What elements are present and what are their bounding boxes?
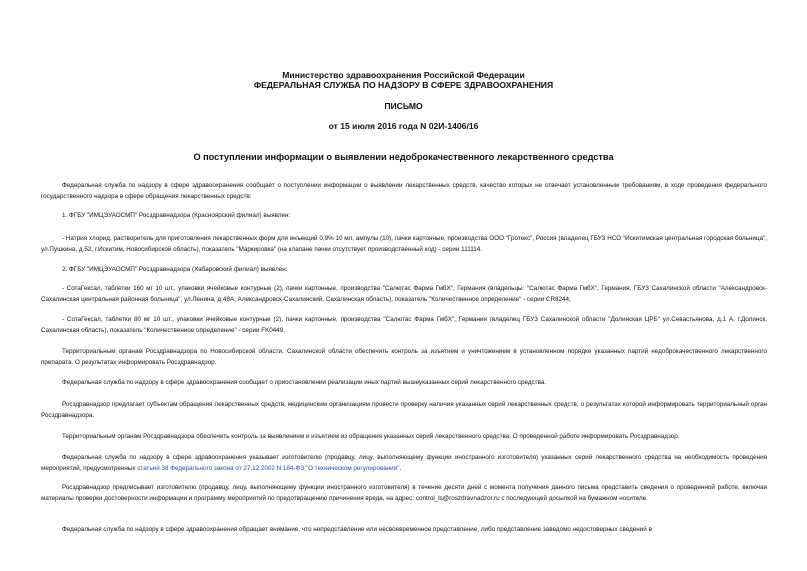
paragraph: Территориальным органам Росздравнадзора обеспечить контроль за выявлением и изъятием из обращения указанных серий лекарственного средства. О проведенной работе информировать Росздравнадзор. [62,433,680,440]
paragraph: Росздравнадзор предлагает субъектам обращения лекарственных средств, медицинским организациям провести проверку наличия указанных серий лекарственных средств, о результатах которой информировать территориальный орган Росздравнадзора. [41,401,767,419]
paragraph: - СотаГексал, таблетки 160 мг 10 шт., упаковки ячейковые контурные (2), пачки картонные, производства "Салютас Фарма ГмбХ", Германия (владельцы: "Салютас Фарма ГмбХ", Германия, ГБУЗ Сахалинской области "Александровск-Сахалинская центральная районная больница", ул.Ленина, д.48А, Александровск-Сахалинский, Сахалинская область), показатель "Количественное определение" - серии CR8244; [41,285,767,303]
paragraph: - Натрия хлорид, растворитель для приготовления лекарственных форм для инъекций 0,9% 10 мл, ампулы (10), пачки картонные, производства ООО "Гротекс", Россия (владелец ГБУЗ НСО "Искитимская центральная городская больница", ул.Пушкина, д.52, г.Искитим, Новосибирской область), показатель "Маркировка" (на клапане пачки отсутствует производственный код) - серии 111114. [41,235,767,253]
ministry-name: Министерство здравоохранения Российской Федерации [282,70,525,80]
paragraph-text: . [399,465,402,472]
paragraph: - СотаГексал, таблетки 80 мг 10 шт., упаковки ячейковые контурные (2), пачки картонные, производства "Салютас Фарма ГмбХ", Германия (владелец ГБУЗ Сахалинской области "Долинская ЦРБ" ул.Севастьянова, д.1 А, г.Долинск, Сахалинская область), показатель "Количественное определение" - серии FK0449. [41,316,767,334]
document-type: ПИСЬМО [384,101,423,111]
paragraph: Федеральная служба по надзору в сфере здравоохранения сообщает о поступлении информации о выявлении лекарственных средств, качество которых не отвечает установленным требованиям, в ходе проведения федерального государственного надзора в сфере обращения лекарственных средств: [41,182,767,200]
paragraph: Росздравнадзор предписывает изготовителю (продавцу, лицу, выполняющему функции иностранного изготовителя) в течение десяти дней с момента получения данного письма представить сведения о проведенной работе, включая материалы проверки достоверности информации и программу мероприятий по предотвращению причинения вреда, на адрес: control_ls@roszdravnadzor.ru с последующей досылкой на бумажном носителе. [41,484,767,502]
paragraph: 2. ФГБУ "ИМЦЭУАОСМП" Росздравнадзора (Хабаровский филиал) выявлен: [62,266,288,273]
paragraph: 1. ФГБУ "ИМЦЭУАОСМП" Росздравнадзора (Красноярский филиал) выявлен: [62,212,291,219]
paragraph: Федеральная служба по надзору в сфере здравоохранения обращает внимание, что непредставление или несвоевременное представление, либо представление заведомо недостоверных сведений в [62,526,652,533]
paragraph-text: Федеральная служба по надзору в сфере здравоохранения указывает изготовителю (продавцу, лицу, выполняющему функции иностранного изготовителя) указанных серий лекарственного средства на необходимость проведения мероприятий, предусмотренных [41,454,767,472]
paragraph: Федеральная служба по надзору в сфере здравоохранения сообщает о приостановлении реализации иных партий вышеуказанных серий лекарственного средства. [62,379,547,386]
law-link[interactable]: статьей 38 Федерального закона от 27.12.2002 N 184-ФЗ "О техническом регулировании" [137,465,400,472]
service-name: ФЕДЕРАЛЬНАЯ СЛУЖБА ПО НАДЗОРУ В СФЕРЕ ЗДРАВООХРАНЕНИЯ [253,80,554,90]
document-date-number: от 15 июля 2016 года N 02И-1406/16 [328,121,479,131]
document-title: О поступлении информации о выявлении недоброкачественного лекарственного средства [193,152,614,162]
paragraph [41,452,767,474]
paragraph: Территориальным органам Росздравнадзора по Новосибирской области, Сахалинской области обеспечить контроль за изъятием и уничтожением в установленном порядке указанных партий недоброкачественного лекарственного препарата. О результатах информировать Росздравнадзор. [41,348,767,366]
